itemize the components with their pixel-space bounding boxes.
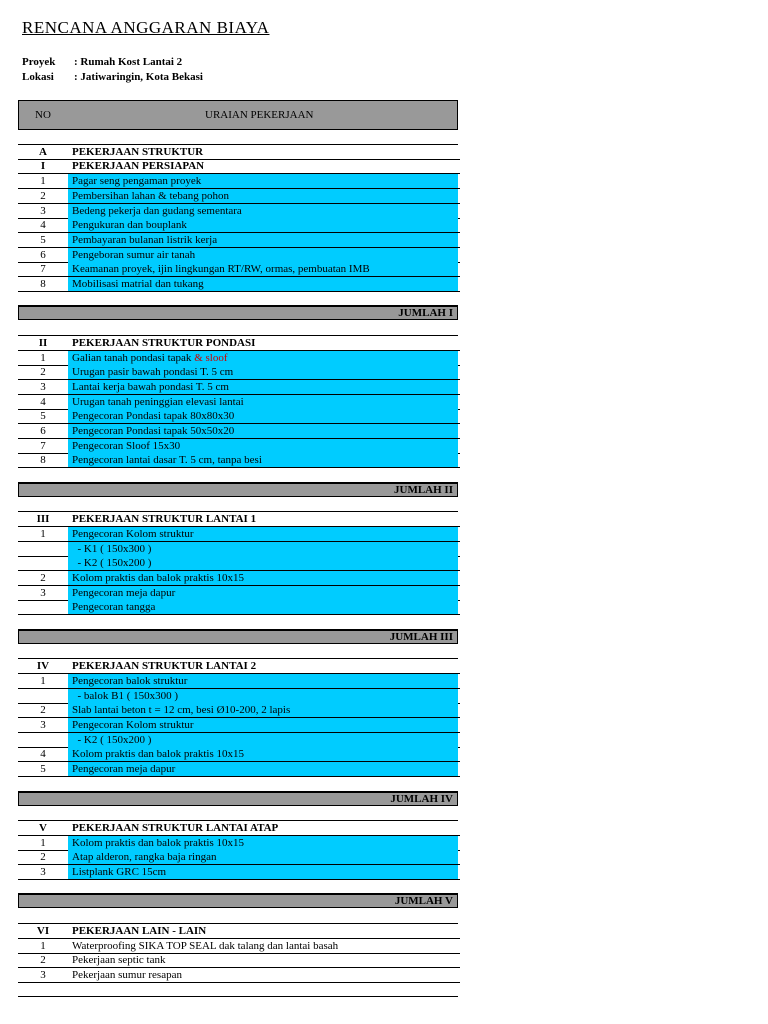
table-row (18, 968, 460, 983)
table-row (18, 527, 460, 542)
table-row (18, 571, 460, 586)
row-number: V (39, 821, 47, 834)
row-number: 3 (40, 719, 46, 731)
table-row (18, 365, 460, 380)
description-text: Pengukuran dan bouplank (72, 219, 187, 232)
row-number: 2 (40, 954, 46, 967)
description-text: PEKERJAAN STRUKTUR LANTAI 2 (72, 660, 257, 673)
row-description (68, 365, 458, 379)
table-row (18, 850, 460, 865)
table-row (18, 836, 460, 851)
table-row (18, 233, 460, 248)
project-label: Proyek (22, 56, 56, 68)
row-number: 2 (40, 851, 46, 864)
description-text: - K1 ( 150x300 ) (72, 542, 152, 555)
row-description (68, 380, 458, 394)
header-description: URAIAN PEKERJAAN (205, 109, 314, 121)
row-description (68, 527, 458, 541)
description-text: Pembayaran bulanan listrik kerja (72, 233, 218, 246)
row-description (68, 733, 458, 747)
description-text: Kolom praktis dan balok praktis 10x15 (72, 748, 245, 761)
category-row (18, 924, 460, 939)
description-text: Pengecoran Kolom struktur (72, 719, 194, 731)
location-label: Lokasi (22, 71, 54, 83)
table-row (18, 703, 460, 718)
row-description (68, 233, 458, 247)
row-description (68, 218, 458, 232)
table-row (18, 439, 460, 454)
row-number: 3 (40, 866, 46, 878)
category-row (18, 145, 460, 160)
description-text: PEKERJAAN PERSIAPAN (72, 160, 205, 173)
row-number: 1 (40, 351, 46, 364)
row-description (68, 718, 458, 732)
category-row (18, 821, 460, 836)
subtotal-row: JUMLAH IV (18, 792, 458, 806)
row-description (68, 850, 458, 864)
description-text: Slab lantai beton t = 12 cm, besi Ø10-200, 2 lapis (72, 704, 291, 717)
description-text: Galian tanah pondasi tapak (72, 351, 195, 364)
table-row (18, 542, 460, 557)
description-text: Waterproofing SIKA TOP SEAL dak talang dan lantai basah (72, 939, 339, 952)
description-text: Keamanan proyek, ijin lingkungan RT/RW, ormas, pembuatan IMB (72, 263, 370, 276)
subtotal-row: JUMLAH I (18, 306, 458, 320)
table-row (18, 689, 460, 704)
row-description (68, 600, 458, 614)
description-text: Pengecoran lantai dasar T. 5 cm, tanpa besi (72, 454, 262, 467)
row-description (68, 674, 458, 688)
description-text: Kolom praktis dan balok praktis 10x15 (72, 572, 245, 584)
description-text: Pengecoran Sloof 15x30 (72, 439, 181, 452)
row-number: 2 (40, 189, 46, 202)
description-text: Listplank GRC 15cm (72, 866, 167, 878)
row-number: IV (36, 660, 50, 673)
row-number: 7 (40, 263, 46, 276)
table-row (18, 189, 460, 204)
table-row (18, 424, 460, 439)
row-description (68, 512, 458, 526)
table-row (18, 865, 460, 880)
row-description (68, 659, 458, 673)
row-number: II (38, 336, 48, 349)
row-description (68, 145, 458, 159)
row-description (68, 556, 458, 570)
row-description (68, 747, 458, 761)
row-description (68, 571, 458, 585)
description-text: Bedeng pekerja dan gudang sementara (72, 204, 242, 217)
description-text: Pengecoran meja dapur (72, 586, 176, 599)
row-number: 6 (40, 425, 46, 437)
row-description (68, 336, 458, 350)
table-row (18, 248, 460, 263)
description-text: - K2 ( 150x200 ) (72, 733, 152, 746)
category-row (18, 659, 460, 674)
description-text: Urugan tanah peninggian elevasi lantai (72, 395, 244, 408)
table-row (18, 204, 460, 219)
row-number: I (40, 160, 46, 173)
description-highlight: & sloof (194, 351, 228, 364)
description-text: Lantai kerja bawah pondasi T. 5 cm (72, 380, 229, 393)
subtotal-row: JUMLAH III (18, 630, 458, 644)
row-number: 1 (40, 527, 46, 540)
row-number: 2 (40, 704, 46, 717)
table-row (18, 674, 460, 689)
row-description (68, 409, 458, 423)
row-description (68, 204, 458, 218)
description-text: Pengecoran tangga (72, 601, 156, 614)
table-header (18, 100, 458, 130)
table-row (18, 395, 460, 410)
table-row (18, 351, 460, 366)
row-description (68, 159, 458, 173)
row-divider (18, 996, 458, 997)
table-row (18, 600, 460, 615)
row-number: 3 (40, 204, 46, 217)
description-text: PEKERJAAN STRUKTUR LANTAI 1 (72, 513, 257, 526)
table-row (18, 380, 460, 395)
description-text: - balok B1 ( 150x300 ) (72, 689, 179, 702)
row-description (68, 248, 458, 262)
project-value: : Rumah Kost Lantai 2 (74, 56, 183, 68)
row-description (68, 262, 458, 276)
row-description (68, 351, 458, 365)
description-text: PEKERJAAN STRUKTUR LANTAI ATAP (72, 821, 279, 834)
row-number: 8 (40, 278, 46, 290)
document-title: RENCANA ANGGARAN BIAYA (22, 18, 270, 37)
row-description (68, 821, 458, 835)
row-description (68, 277, 458, 291)
description-text: Kolom praktis dan balok praktis 10x15 (72, 836, 245, 849)
description-text: Pengecoran Kolom struktur (72, 527, 194, 540)
row-number: 6 (40, 248, 46, 261)
row-number: 1 (40, 674, 46, 687)
row-number: VI (36, 924, 50, 937)
row-number: 2 (40, 572, 46, 584)
row-description (68, 968, 458, 982)
table-row (18, 953, 460, 968)
row-description (68, 762, 458, 776)
row-number: 3 (40, 380, 46, 393)
subtotal-row: JUMLAH V (18, 894, 458, 908)
row-number: A (39, 145, 47, 158)
table-row (18, 586, 460, 601)
header-no: NO (35, 109, 51, 121)
row-description (68, 189, 458, 203)
row-number: 2 (40, 366, 46, 379)
row-description (68, 395, 458, 409)
description-text: Pekerjaan sumur resapan (72, 968, 182, 981)
description-text: Pengecoran Pondasi tapak 80x80x30 (72, 410, 235, 423)
row-number: 5 (40, 233, 46, 246)
description-text: Pengecoran meja dapur (72, 763, 176, 776)
description-text: Pagar seng pengaman proyek (72, 175, 202, 188)
row-number: 7 (40, 439, 46, 452)
row-number: 4 (40, 219, 46, 232)
row-number: 5 (40, 763, 46, 776)
row-number: 4 (40, 395, 46, 408)
location-value: : Jatiwaringin, Kota Bekasi (74, 71, 203, 83)
row-description (68, 924, 458, 938)
location-line (22, 71, 203, 83)
row-description (68, 865, 458, 879)
row-description (68, 424, 458, 438)
description-text: PEKERJAAN LAIN - LAIN (72, 924, 207, 937)
row-description (68, 453, 458, 467)
row-number: 1 (40, 939, 46, 952)
table-row (18, 218, 460, 233)
description-text: Pembersihan lahan & tebang pohon (72, 189, 230, 202)
row-description (68, 953, 458, 967)
description-text: Pengeboran sumur air tanah (72, 248, 196, 261)
row-description (68, 703, 458, 717)
description-text: PEKERJAAN STRUKTUR PONDASI (72, 336, 256, 349)
row-number: 3 (40, 586, 46, 599)
row-description (68, 939, 458, 953)
row-number: 4 (40, 748, 46, 761)
table-row (18, 733, 460, 748)
row-description (68, 836, 458, 850)
description-text: - K2 ( 150x200 ) (72, 557, 152, 570)
row-description (68, 174, 458, 188)
table-row (18, 718, 460, 733)
description-text: Pengecoran balok struktur (72, 674, 188, 687)
row-description (68, 689, 458, 703)
row-number: 8 (40, 454, 46, 467)
description-text: Pekerjaan septic tank (72, 954, 166, 967)
category-row (18, 159, 460, 174)
row-number: 3 (40, 968, 46, 981)
row-number: 5 (40, 410, 46, 423)
table-row (18, 453, 460, 468)
table-row (18, 262, 460, 277)
table-row (18, 762, 460, 777)
row-number: III (36, 513, 50, 526)
subtotal-row: JUMLAH II (18, 483, 458, 497)
description-text: Atap alderon, rangka baja ringan (72, 851, 217, 864)
description-text: Urugan pasir bawah pondasi T. 5 cm (72, 366, 234, 379)
table-row (18, 409, 460, 424)
table-row (18, 747, 460, 762)
table-row (18, 556, 460, 571)
project-line (22, 56, 182, 68)
row-number: 1 (40, 175, 46, 188)
table-row (18, 174, 460, 189)
row-description (68, 439, 458, 453)
description-text: Mobilisasi matrial dan tukang (72, 278, 204, 290)
description-text: Pengecoran Pondasi tapak 50x50x20 (72, 425, 235, 437)
table-row (18, 939, 460, 954)
category-row (18, 512, 460, 527)
description-text: PEKERJAAN STRUKTUR (72, 145, 204, 158)
row-number: 1 (40, 836, 46, 849)
row-description (68, 542, 458, 556)
row-description (68, 586, 458, 600)
table-row (18, 277, 460, 292)
category-row (18, 336, 460, 351)
